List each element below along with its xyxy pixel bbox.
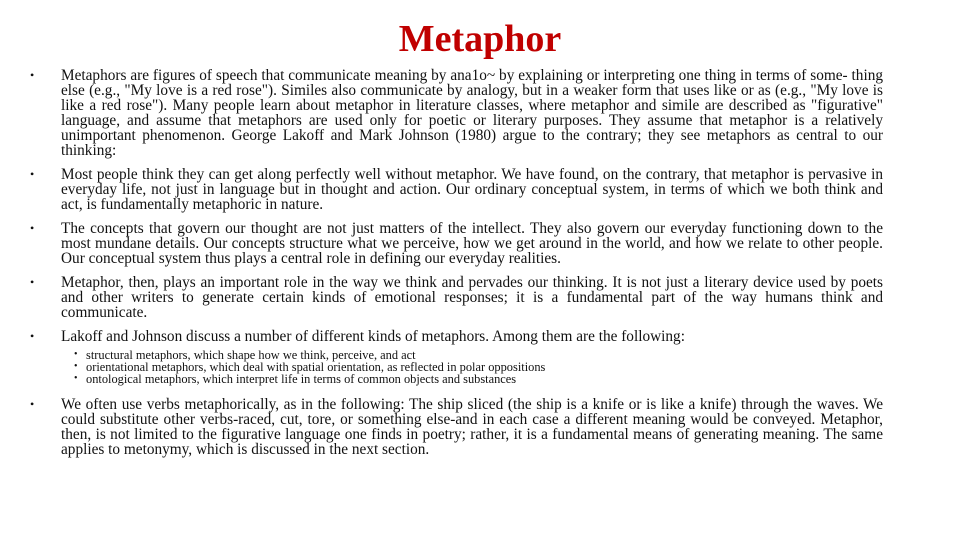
bullet-text-5: Lakoff and Johnson discuss a number of different kinds of metaphors. Among them are the following: — [61, 328, 685, 345]
bullet-item-5 — [30, 329, 883, 344]
sub-bullet-icon: • — [74, 373, 78, 384]
slide-body — [30, 68, 883, 457]
sub-bullet-text-1: structural metaphors, which shape how we think, perceive, and act — [86, 348, 416, 362]
sub-bullet-icon: • — [74, 361, 78, 372]
slide-title: Metaphor — [398, 18, 562, 60]
bullet-item-3 — [30, 221, 883, 266]
bullet-icon: • — [30, 221, 35, 235]
bullet-text-2: Most people think they can get along perfectly well without metaphor. We have found, on the contrary, that metaphor is pervasive in everyday life, not just in language but in thought and action. Our ordinary conceptual system, in terms of which we both think and act, is fundamentally metaphoric in nature. — [61, 166, 883, 213]
bullet-item-1 — [30, 68, 883, 158]
bullet-text-1: Metaphors are figures of speech that communicate meaning by ana1o~ by explaining or interpreting one thing in terms of some- thing else (e.g., "My love is a red rose"). Similes also communicate by analogy, but in a weaker form that uses like or as (e.g., "My love is like a red rose"). Many people learn about metaphor in literature classes, where metaphor and simile are described as "figurative" language, and assume that metaphors are used only for poetic or literary purposes. They assume that metaphor is a relatively unimportant phenomenon. George Lakoff and Mark Johnson (1980) argue to the contrary; they see metaphors as central to our thinking: — [61, 67, 883, 159]
bullet-text-6: We often use verbs metaphorically, as in the following: The ship sliced (the ship is a knife or is like a knife) through the waves. We could substitute other verbs-raced, cut, tore, or something else-and in each case a different meaning would be conveyed. Metaphor, then, is not limited to the figurative language one finds in poetry; rather, it is a fundamental means of generating meaning. The same applies to metonymy, which is discussed in the next section. — [61, 396, 883, 458]
bullet-item-6 — [30, 397, 883, 457]
sub-bullet-text-2: orientational metaphors, which deal with spatial orientation, as reflected in polar oppositions — [86, 360, 546, 374]
bullet-icon: • — [30, 167, 35, 181]
sub-bullet-item-3 — [74, 373, 883, 385]
bullet-text-4: Metaphor, then, plays an important role in the way we think and pervades our thinking. It is not just a literary device used by poets and other writers to generate certain kinds of emotional responses; it is a fundamental part of the way humans think and communicate. — [61, 274, 883, 321]
bullet-item-2 — [30, 167, 883, 212]
bullet-icon: • — [30, 68, 35, 82]
sub-bullet-icon: • — [74, 349, 78, 360]
bullet-icon: • — [30, 397, 35, 411]
sub-bullet-list — [30, 349, 883, 385]
bullet-icon: • — [30, 275, 35, 289]
bullet-text-3: The concepts that govern our thought are not just matters of the intellect. They also govern our everyday functioning down to the most mundane details. Our concepts structure what we perceive, how we get around in the world, and how we relate to other people. Our conceptual system thus plays a central role in defining our everyday realities. — [61, 220, 883, 267]
bullet-item-4 — [30, 275, 883, 320]
bullet-icon: • — [30, 329, 35, 343]
sub-bullet-text-3: ontological metaphors, which interpret life in terms of common objects and substances — [86, 372, 517, 386]
